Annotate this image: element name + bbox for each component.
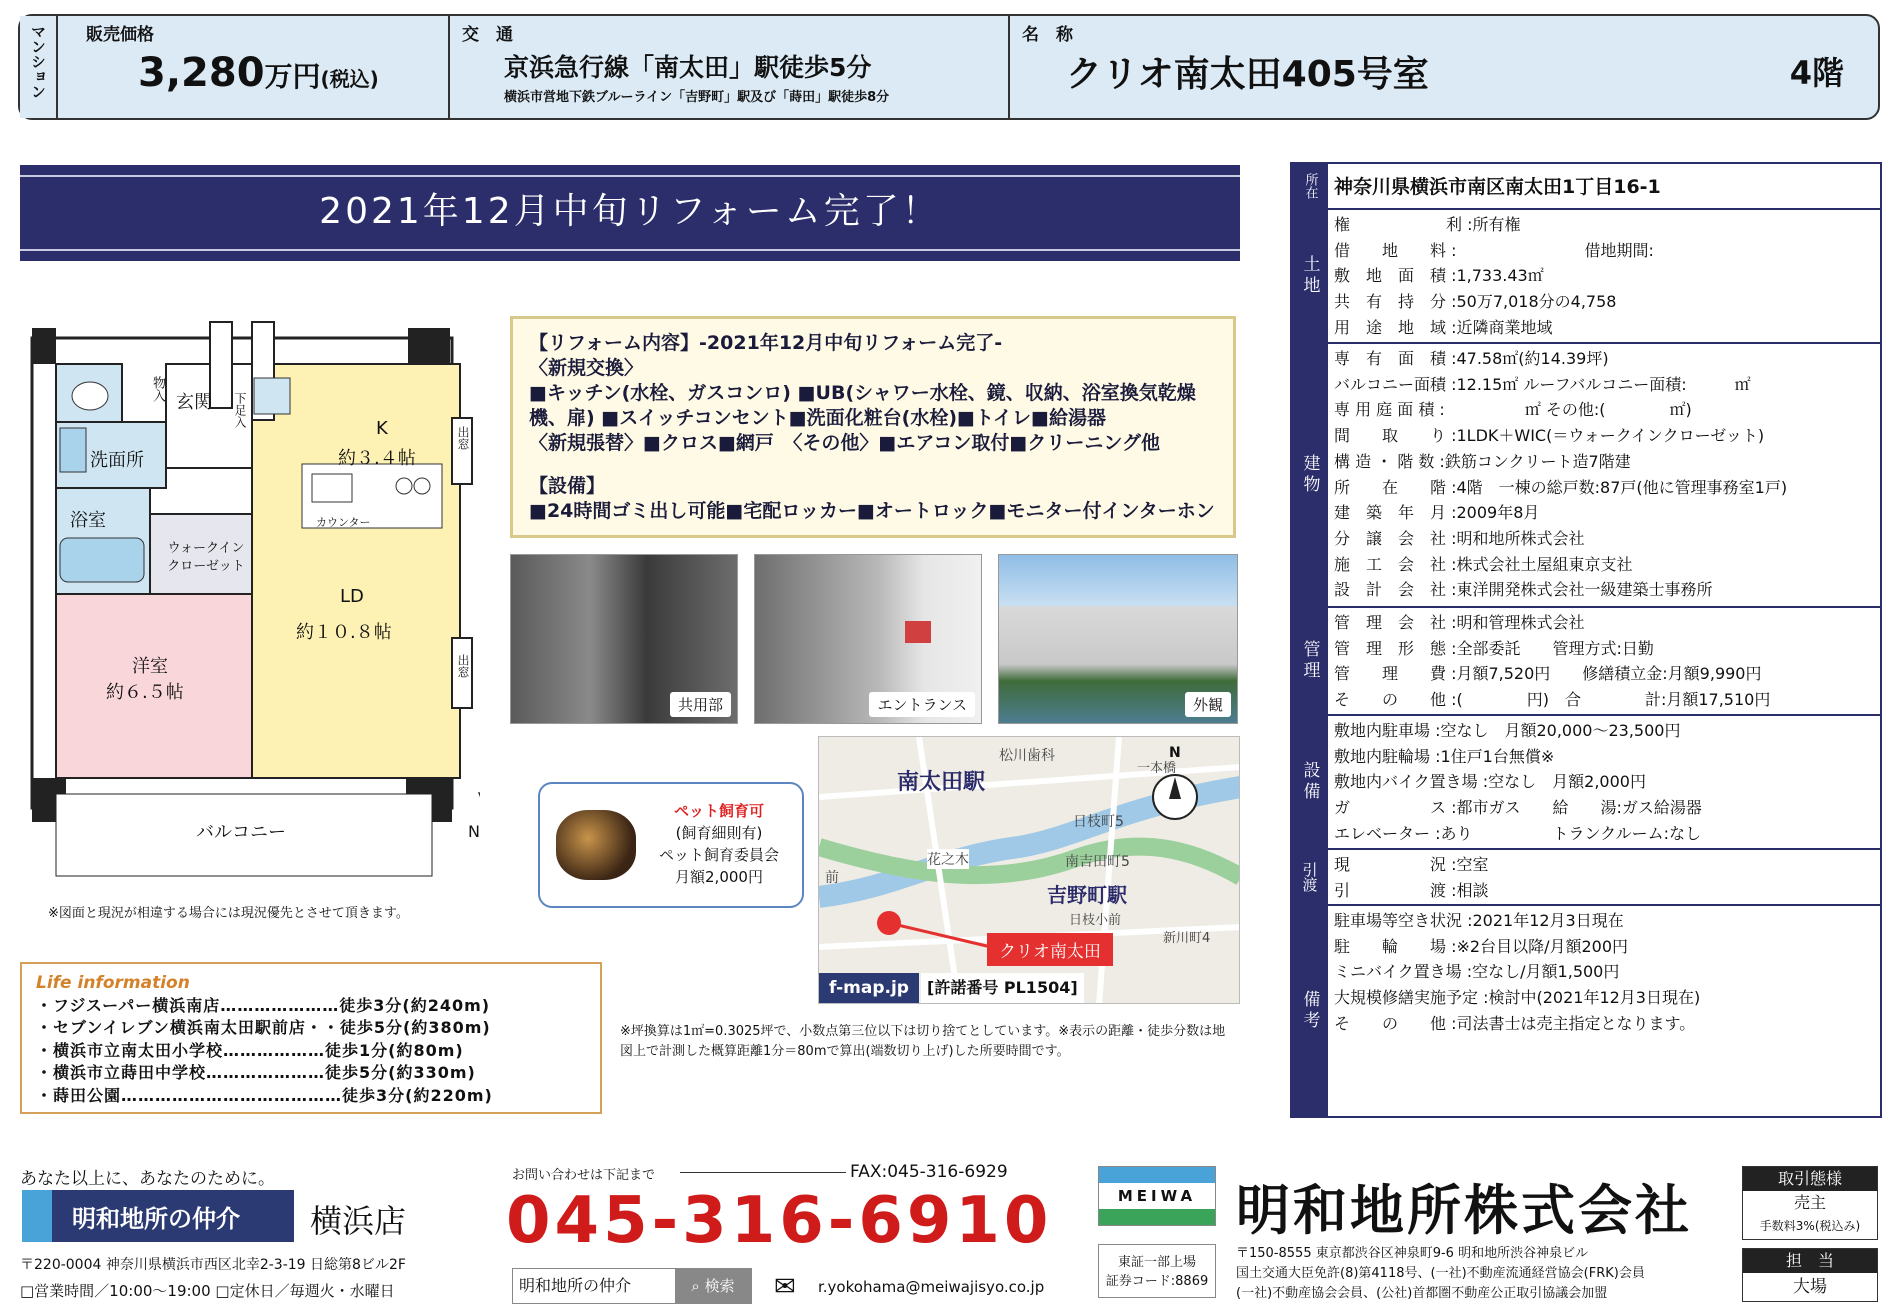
spec-row: バルコニー面積 :12.15㎡ ルーフバルコニー面積: ㎡ <box>1334 374 1751 394</box>
spec-row: 敷地内バイク置き場 :空なし 月額2,000円 <box>1334 772 1646 792</box>
map-place: 松川歯科 <box>999 748 1055 764</box>
building-rows <box>1334 346 1787 603</box>
branch-address: 〒220-0004 神奈川県横浜市西区北幸2-3-19 日総第8ビル2F <box>20 1257 406 1273</box>
spec-row: そ の 他 :( 円) 合 計:月額17,510円 <box>1334 690 1771 710</box>
summary-bar <box>18 14 1880 120</box>
floor-plan <box>20 318 480 921</box>
spec-row: 駐車場等空き状況 :2021年12月3日現在 <box>1334 911 1624 930</box>
brand-logo-mark <box>22 1190 52 1242</box>
life-item: ・蒔田公園…………………………………徒歩3分(約220m) <box>36 1085 493 1105</box>
north-mark: N <box>468 822 480 841</box>
transport-main: 京浜急行線「南太田」駅徒歩5分 <box>504 53 872 82</box>
area-map <box>818 736 1240 1004</box>
handover-rows <box>1334 852 1488 903</box>
reform-line: 【リフォーム内容】-2021年12月中旬リフォーム完了- <box>529 332 1003 354</box>
section-remarks-label: 備考 <box>1292 906 1328 1116</box>
transaction-fee: 手数料3%(税込み) <box>1759 1219 1861 1233</box>
floor: 4階 <box>1789 54 1844 92</box>
spec-row: 施 工 会 社 :株式会社土屋組東京支社 <box>1334 554 1633 574</box>
bay-window-1: 出窓 <box>456 426 470 450</box>
room-ld: LD <box>340 586 364 607</box>
map-place: 前 <box>825 870 839 886</box>
transport-cell <box>450 16 1010 118</box>
spec-row: 管 理 会 社 :明和管理株式会社 <box>1334 613 1585 632</box>
section-building-label: 建物 <box>1292 344 1328 606</box>
reform-details <box>510 316 1236 538</box>
photo-entrance <box>754 554 982 724</box>
life-item: ・横浜市立南太田小学校………………徒歩1分(約80m) <box>36 1040 464 1060</box>
spec-row: 管 理 費 :月額7,520円 修繕積立金:月額9,990円 <box>1334 664 1762 684</box>
section-land-label: 土地 <box>1292 210 1328 342</box>
map-station-1: 南太田駅 <box>897 770 986 795</box>
balcony-label: バルコニー <box>196 822 286 843</box>
spec-row: 大規模修繕実施予定 :検討中(2021年12月3日現在) <box>1334 988 1701 1008</box>
reform-line: 〈新規交換〉 <box>529 357 644 379</box>
staff-label: 担 当 <box>1743 1249 1877 1273</box>
stock-listing: 東証一部上場 証券コード:8869 <box>1098 1244 1216 1298</box>
room-western-size: 約６.５帖 <box>106 682 184 703</box>
map-place: 日枝小前 <box>1069 913 1122 928</box>
life-item: ・セブンイレブン横浜南太田駅前店・・徒歩5分(約380m) <box>36 1018 491 1038</box>
room-storage: 物入 <box>150 376 165 402</box>
reform-line: 機、扉) ■スイッチコンセント■洗面化粧台(水栓)■トイレ■給湯器 <box>529 407 1107 429</box>
price-unit: 万円 <box>264 60 321 93</box>
brand-logo <box>22 1190 294 1242</box>
pet-text <box>644 800 794 888</box>
section-handover-label: 引渡 <box>1292 850 1328 904</box>
remarks-rows <box>1334 908 1700 1037</box>
footer-tagline: あなた以上に、あなたのために。 <box>20 1169 275 1189</box>
property-spec-table <box>1290 162 1882 1118</box>
spec-row: 分 譲 会 社 :明和地所株式会社 <box>1334 528 1585 548</box>
name-cell <box>1010 16 1878 118</box>
management-rows <box>1334 610 1770 713</box>
spec-row: 設 計 会 社 :東洋開発株式会社一級建築士事務所 <box>1334 580 1713 600</box>
property-type-cell <box>20 16 58 118</box>
room-bath: 浴室 <box>70 510 106 531</box>
divider <box>1292 714 1880 716</box>
reform-line: 〈新規張替〉■クロス■網戸 〈その他〉■エアコン取付■クリーニング他 <box>529 432 1160 454</box>
measurement-notes: ※坪換算は1㎡=0.3025坪で、小数点第三位以下は切り捨てとしています。※表示の距離・徒歩分数は地図上で計測した概算距離1分＝80mで算出(端数切り上げ)した所要時間です。 <box>620 1024 1226 1059</box>
room-wic: ウォークイン クローゼット <box>167 541 245 574</box>
divider <box>1292 342 1880 344</box>
section-management-label: 管理 <box>1292 608 1328 714</box>
equipment-rows <box>1334 718 1702 847</box>
reform-spacer <box>529 456 1217 474</box>
company-name: 明和地所株式会社 <box>1236 1179 1692 1242</box>
divider <box>1292 606 1880 608</box>
divider <box>1292 904 1880 906</box>
map-brand: f-map.jp <box>819 973 919 1003</box>
spec-row: 建 築 年 月 :2009年8月 <box>1334 503 1540 523</box>
location-value: 神奈川県横浜市南区南太田1丁目16-1 <box>1334 176 1661 198</box>
pet-rules: (飼育細則有) <box>675 824 763 842</box>
room-ld-size: 約１０.８帖 <box>296 622 392 643</box>
brand-name: 明和地所の仲介 <box>72 1204 240 1233</box>
spec-row: 借 地 料 : 借地期間: <box>1334 240 1654 260</box>
spec-row: 敷地内駐輪場 :1住戸1台無償※ <box>1334 746 1555 766</box>
meiwa-logo-text: MEIWA <box>1117 1187 1197 1205</box>
map-property-pin: クリオ南太田 <box>987 933 1113 966</box>
spec-row: 駐 輪 場 :※2台目以降/月額200円 <box>1334 936 1628 956</box>
spec-row: ミニバイク置き場 :空なし/月額1,500円 <box>1334 962 1620 982</box>
transport-sub: 横浜市営地下鉄ブルーライン「吉野町」駅及び「蒔田」駅徒歩8分 <box>504 90 890 105</box>
company-license: 国土交通大臣免許(8)第4118号、(一社)不動産流通経営協会(FRK)会員 <box>1236 1266 1645 1281</box>
reform-banner <box>20 165 1240 261</box>
search-box[interactable] <box>512 1268 752 1304</box>
life-title: Life information <box>36 973 190 993</box>
staff-box <box>1742 1248 1878 1302</box>
photo-exterior <box>998 554 1238 724</box>
bay-window-2: 出窓 <box>456 654 470 678</box>
photo-label: エントランス <box>869 692 975 717</box>
map-place: 南吉田町5 <box>1065 854 1130 870</box>
contact-label: お問い合わせは下記まで <box>512 1168 656 1183</box>
company-memberships: (一社)不動産協会会員、(公社)首都圏不動産公正取引協議会加盟 <box>1236 1286 1608 1301</box>
price-cell <box>58 16 450 118</box>
mail-icon: ✉ <box>774 1272 796 1302</box>
property-name: クリオ南太田405号室 <box>1066 54 1429 95</box>
life-information <box>20 962 602 1114</box>
room-k-size: 約３.４帖 <box>338 448 416 469</box>
map-station-2: 吉野町駅 <box>1047 883 1127 907</box>
company-address: 〒150-8555 東京都渋谷区神泉町9-6 明和地所渋谷神泉ビル <box>1236 1246 1589 1261</box>
photo-common-area <box>510 554 738 724</box>
photo-label: 外観 <box>1185 692 1231 717</box>
contact-rule <box>680 1172 846 1173</box>
price-tax: (税込) <box>320 67 379 91</box>
spec-row: 引 渡 :相談 <box>1334 880 1489 900</box>
pet-info <box>538 782 804 908</box>
spec-row: 専 有 面 積 :47.58㎡(約14.39坪) <box>1334 349 1609 368</box>
spec-row: 権 利 :所有権 <box>1334 215 1521 234</box>
room-entrance: 玄関 <box>176 392 212 413</box>
transport-label: 交 通 <box>462 25 513 45</box>
pet-title: ペット飼育可 <box>673 802 764 820</box>
floorplan-note: ※図面と現況が相違する場合には現況優先とさせて頂きます。 <box>48 906 409 921</box>
name-label: 名 称 <box>1022 25 1073 45</box>
life-item: ・フジスーパー横浜南店…………………徒歩3分(約240m) <box>36 995 491 1015</box>
meiwa-logo <box>1098 1166 1216 1226</box>
spec-row: 専 用 庭 面 積 : ㎡ その他:( ㎡) <box>1334 400 1692 420</box>
map-place: 一本橋 <box>1137 761 1177 776</box>
spec-row: 構 造 ・ 階 数 :鉄筋コンクリート造7階建 <box>1334 451 1631 471</box>
pet-fee: 月額2,000円 <box>675 868 763 886</box>
reform-line: ■キッチン(水栓、ガスコンロ) ■UB(シャワー水栓、鏡、収納、浴室換気乾燥 <box>529 382 1196 404</box>
map-place: 日枝町5 <box>1073 814 1124 830</box>
spec-row: 現 況 :空室 <box>1334 855 1489 874</box>
search-button-label: 検索 <box>704 1277 735 1295</box>
spec-row: ガ ス :都市ガス 給 湯:ガス給湯器 <box>1334 798 1702 818</box>
room-shoe: 下足入 <box>233 392 247 428</box>
branch-name: 横浜店 <box>310 1202 407 1240</box>
transaction-type-label: 取引態様 <box>1743 1167 1877 1191</box>
room-k: K <box>376 418 388 439</box>
email-address[interactable]: r.yokohama@meiwajisyo.co.jp <box>818 1278 1045 1296</box>
price-value: 3,280 <box>138 50 265 96</box>
fax-number: FAX:045-316-6929 <box>850 1162 1008 1182</box>
pet-committee: ペット飼育委員会 <box>658 846 779 864</box>
sign-mark <box>905 621 931 643</box>
search-input[interactable]: 明和地所の仲介 <box>519 1276 632 1295</box>
spec-row: 用 途 地 域 :近隣商業地域 <box>1334 317 1553 337</box>
room-washroom: 洗面所 <box>90 450 144 471</box>
divider <box>1292 208 1880 210</box>
business-hours: □営業時間／10:00～19:00 □定休日／毎週火・水曜日 <box>20 1282 395 1300</box>
meiwa-logo-bar <box>1099 1167 1215 1183</box>
transaction-type-box <box>1742 1166 1878 1240</box>
reform-banner-text: 2021年12月中旬リフォーム完了！ <box>20 175 1240 251</box>
search-button[interactable] <box>675 1269 751 1303</box>
reform-line: ■24時間ゴミ出し可能■宅配ロッカー■オートロック■モニター付インターホン <box>529 500 1215 522</box>
spec-row: そ の 他 :司法書士は売主指定となります。 <box>1334 1013 1696 1033</box>
map-north: N <box>1169 745 1181 761</box>
spec-row: 管 理 形 態 :全部委託 管理方式:日勤 <box>1334 638 1654 658</box>
divider <box>1292 848 1880 850</box>
map-place: 花之木 <box>927 849 969 869</box>
room-western: 洋室 <box>132 656 168 677</box>
counter-label: カウンター <box>316 516 371 529</box>
staff-name: 大場 <box>1793 1277 1827 1297</box>
property-type: マンション <box>29 24 47 99</box>
section-equipment-label: 設備 <box>1292 716 1328 848</box>
spec-row: 所 在 階 :4階 一棟の総戸数:87戸(他に管理事務室1戸) <box>1334 477 1788 497</box>
spec-row: 共 有 持 分 :50万7,018分の4,758 <box>1334 292 1617 312</box>
photo-label: 共用部 <box>670 692 731 717</box>
search-icon: ⌕ <box>691 1277 700 1295</box>
phone-number[interactable]: 045-316-6910 <box>506 1184 1053 1258</box>
life-item: ・横浜市立蒔田中学校…………………徒歩5分(約330m) <box>36 1063 476 1083</box>
land-rows <box>1334 212 1654 341</box>
meiwa-logo-bar-bottom <box>1099 1209 1215 1225</box>
map-place: 新川町4 <box>1163 931 1211 946</box>
spec-row: 敷 地 面 積 :1,733.43㎡ <box>1334 266 1544 286</box>
reform-line: 【設備】 <box>529 475 606 497</box>
spec-row: エレベーター :あり トランクルーム:なし <box>1334 823 1702 843</box>
spec-row: 敷地内駐車場 :空なし 月額20,000～23,500円 <box>1334 721 1681 740</box>
price <box>138 50 379 96</box>
spec-row: 間 取 り :1LDK＋WIC(＝ウォークインクローゼット) <box>1334 426 1765 446</box>
dog-image <box>556 810 636 880</box>
map-license: [許諾番号 PL1504] <box>921 973 1084 1003</box>
transaction-type-value: 売主 <box>1793 1193 1826 1212</box>
section-location-label: 所在 <box>1292 164 1328 208</box>
price-label: 販売価格 <box>86 25 154 45</box>
